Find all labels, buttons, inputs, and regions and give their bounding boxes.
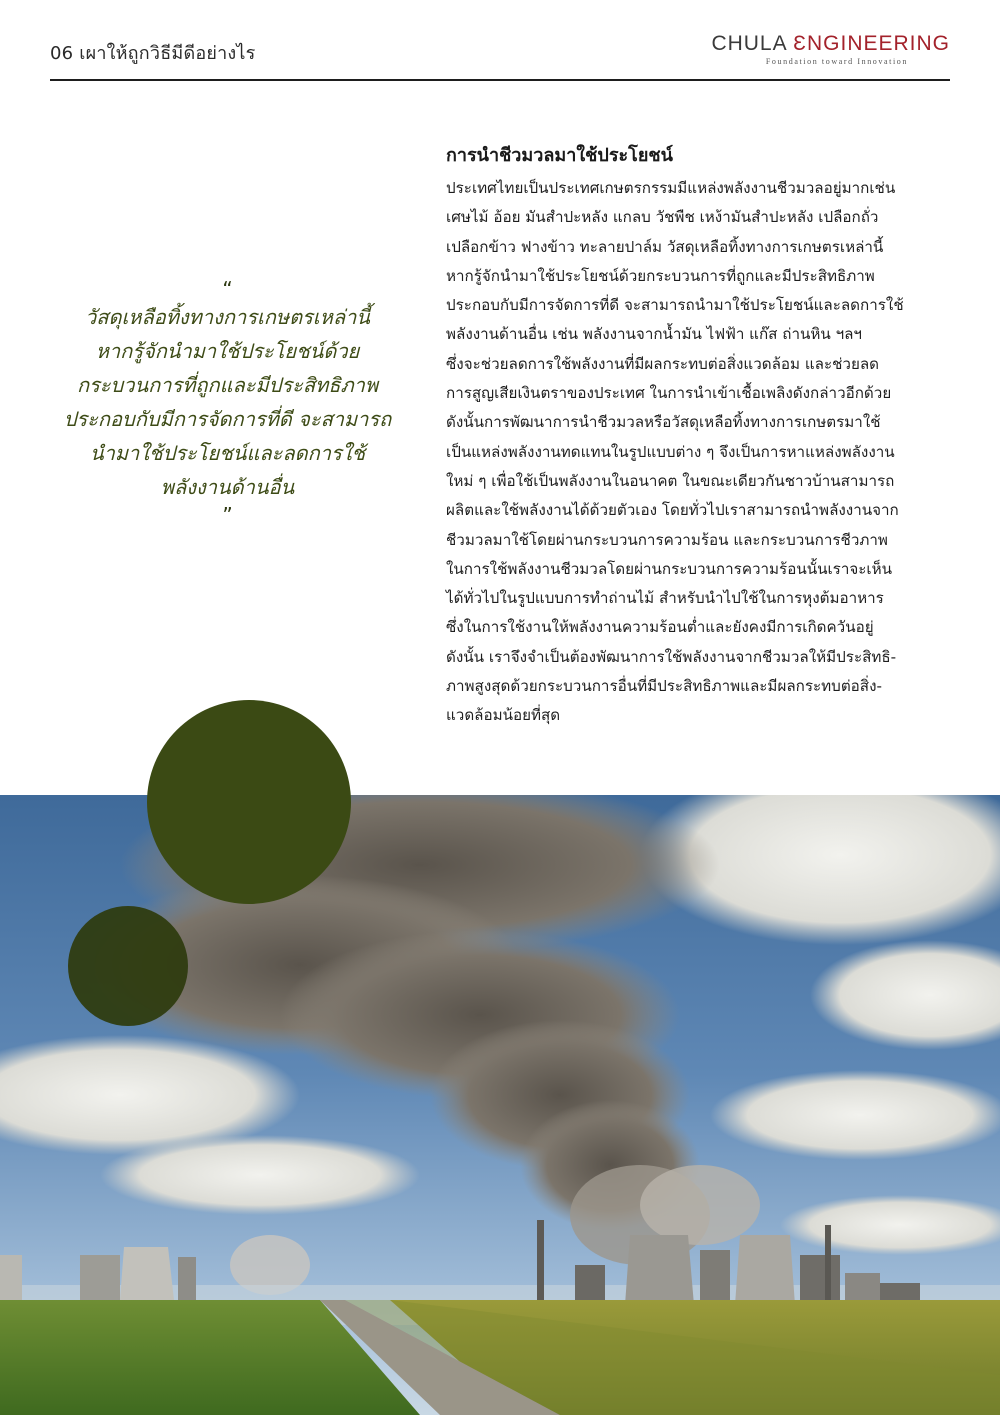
- decorative-circle-large: [147, 700, 351, 904]
- quote-line: ประกอบกับมีการจัดการที่ดี จะสามารถ: [63, 407, 392, 431]
- quote-line: กระบวนการที่ถูกและมีประสิทธิภาพ: [76, 373, 379, 397]
- quote-line: วัสดุเหลือทิ้งทางการเกษตรเหล่านี้: [85, 305, 370, 329]
- article-line: ซึ่งในการใช้งานให้พลังงานความร้อนต่ำและยังคงมีการเกิดควันอยู่: [446, 618, 874, 637]
- quote-close-mark: ”: [222, 503, 233, 527]
- article-line: ดังนั้น เราจึงจำเป็นต้องพัฒนาการใช้พลังงานจากชีวมวลให้มีประสิทธิ-: [446, 647, 897, 666]
- article-line: เปลือกข้าว ฟางข้าว ทะลายปาล์ม วัสดุเหลือทิ้งทางการเกษตรเหล่านี้: [446, 237, 884, 256]
- quote-line: นำมาใช้ประโยชน์และลดการใช้: [89, 441, 366, 465]
- section-title: 06 เผาให้ถูกวิธีมีดีอย่างไร: [50, 43, 256, 64]
- article-line: พลังงานด้านอื่น เช่น พลังงานจากน้ำมัน ไฟฟ้า แก๊ส ถ่านหิน ฯลฯ: [446, 325, 862, 344]
- quote-line: หากรู้จักนำมาใช้ประโยชน์ด้วย: [95, 339, 360, 363]
- logo-e-glyph: Ɛ: [793, 32, 807, 55]
- pull-quote: [50, 278, 405, 526]
- quote-line: พลังงานด้านอื่น: [160, 475, 295, 499]
- article-line: ได้ทั่วไปในรูปแบบการทำถ่านไม้ สำหรับนำไปใช้ในการหุงต้มอาหาร: [446, 589, 884, 608]
- article-line: แวดล้อมน้อยที่สุด: [446, 706, 561, 725]
- article-line: เศษไม้ อ้อย มันสำปะหลัง แกลบ วัชพืช เหง้ามันสำปะหลัง เปลือกถั่ว: [446, 208, 879, 227]
- article-line: ดังนั้นการพัฒนาการนำชีวมวลหรือวัสดุเหลือทิ้งทางการเกษตรมาใช้: [446, 413, 881, 432]
- article-line: เป็นแหล่งพลังงานทดแทนในรูปแบบต่าง ๆ จึงเป็นการหาแหล่งพลังงาน: [446, 442, 895, 461]
- chula-engineering-logo: [711, 32, 950, 66]
- power-plant-photo: [0, 795, 1000, 1415]
- article-line: ประเทศไทยเป็นประเทศเกษตรกรรมมีแหล่งพลังงานชีวมวลอยู่มากเช่น: [446, 179, 896, 197]
- article-line: ผลิตและใช้พลังงานได้ด้วยตัวเอง โดยทั่วไปเราสามารถนำพลังงานจาก: [446, 501, 899, 520]
- article-line: ประกอบกับมีการจัดการที่ดี จะสามารถนำมาใช้ประโยชน์และลดการใช้: [446, 296, 904, 315]
- logo-prefix: CHULA: [711, 32, 794, 55]
- article-line: ใหม่ ๆ เพื่อใช้เป็นพลังงานในอนาคต ในขณะเดียวกันชาวบ้านสามารถ: [446, 471, 895, 490]
- article-line: ในการใช้พลังงานชีวมวลโดยผ่านกระบวนการความร้อนนั้นเราจะเห็น: [446, 559, 892, 578]
- header-divider: [50, 79, 950, 81]
- article-line: ชีวมวลมาใช้โดยผ่านกระบวนการความร้อน และกระบวนการชีวภาพ: [446, 530, 888, 549]
- article-line: หากรู้จักนำมาใช้ประโยชน์ด้วยกระบวนการที่ถูกและมีประสิทธิภาพ: [446, 266, 875, 285]
- article-body: [446, 142, 958, 731]
- quote-open-mark: “: [222, 277, 233, 301]
- logo-tagline: Foundation toward Innovation: [765, 57, 908, 66]
- article-line: ซึ่งจะช่วยลดการใช้พลังงานที่มีผลกระทบต่อสิ่งแวดล้อม และช่วยลด: [446, 354, 880, 373]
- article-title: การนำชีวมวลมาใช้ประโยชน์: [446, 145, 673, 166]
- article-line: การสูญเสียเงินตราของประเทศ ในการนำเข้าเชื้อเพลิงดังกล่าวอีกด้วย: [446, 384, 892, 403]
- logo-rest: NGINEERING: [806, 32, 950, 55]
- article-line: ภาพสูงสุดด้วยกระบวนการอื่นที่มีประสิทธิภาพและมีผลกระทบต่อสิ่ง-: [446, 677, 882, 696]
- decorative-circle-small: [68, 906, 188, 1026]
